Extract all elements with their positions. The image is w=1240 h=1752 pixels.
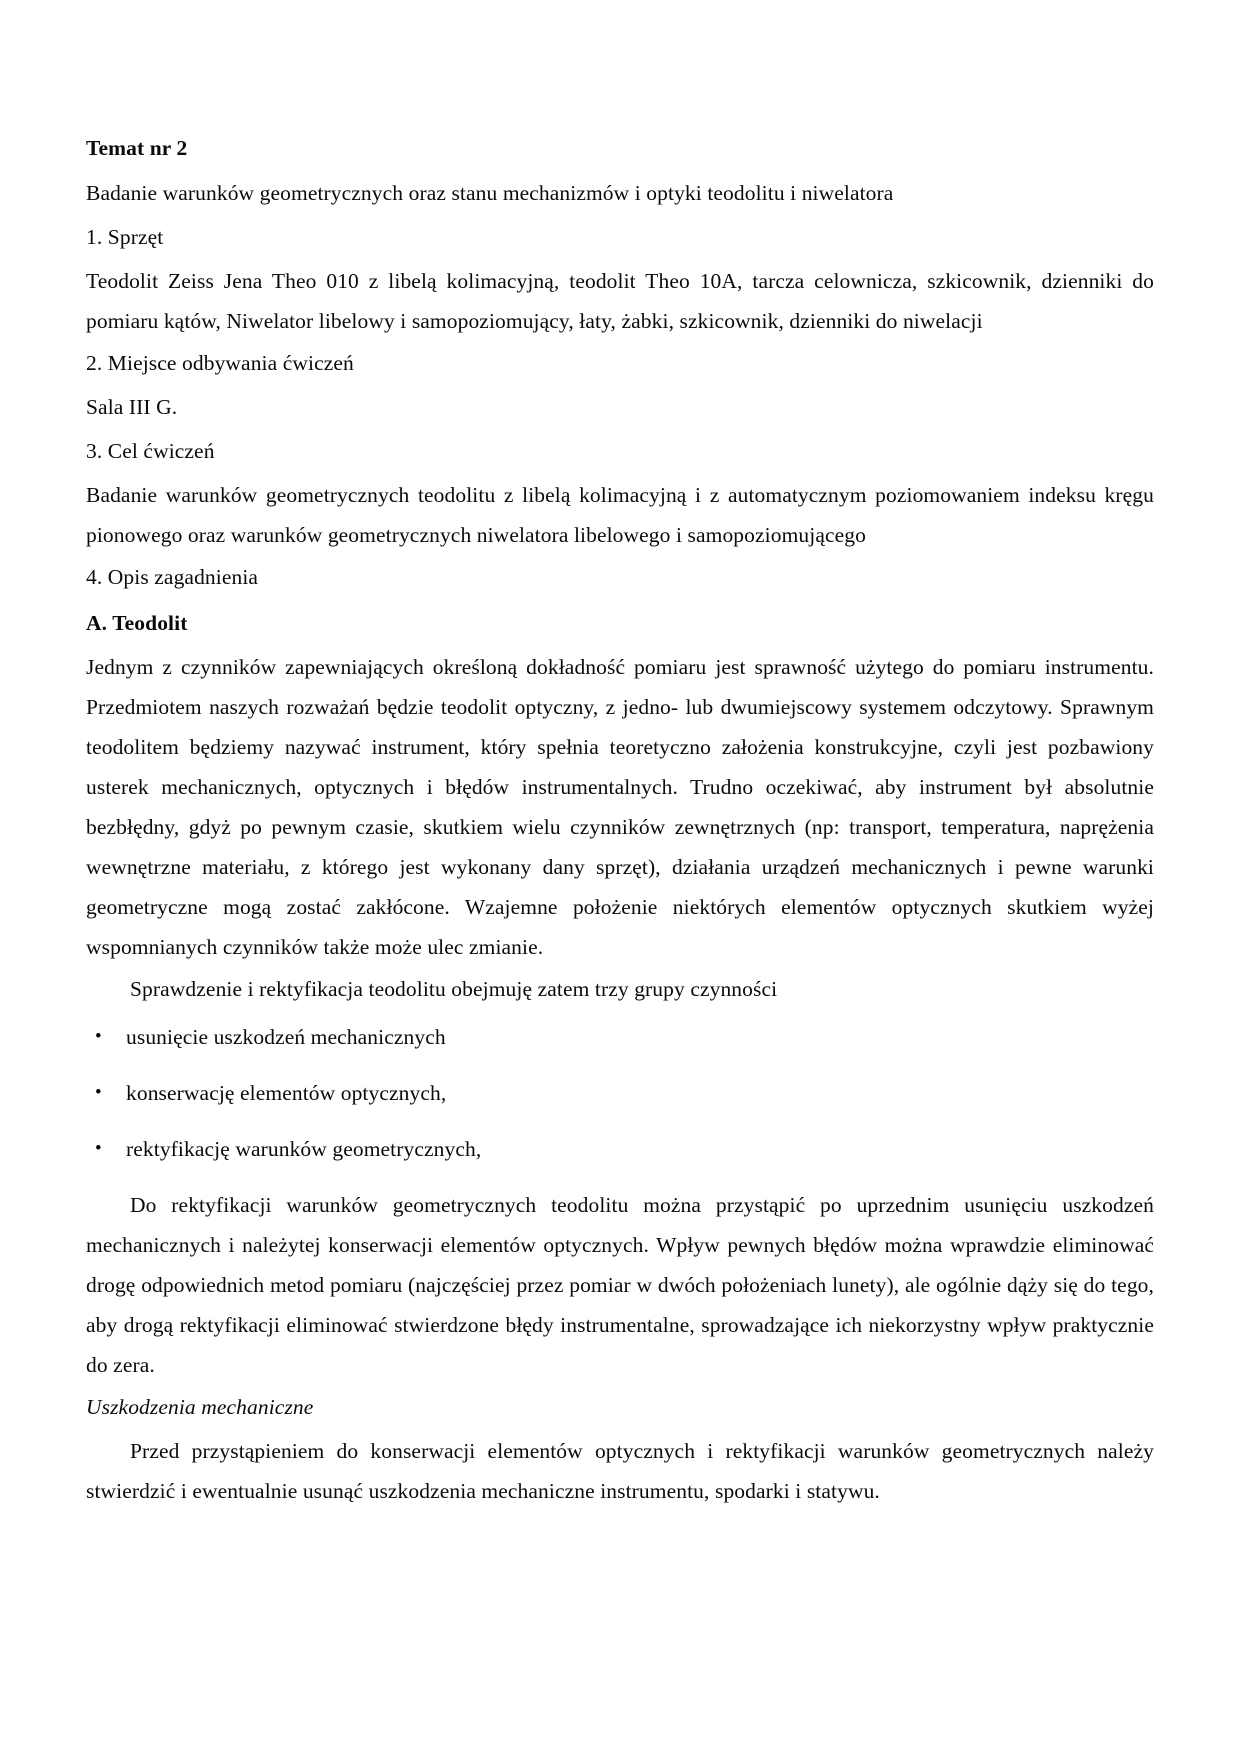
section-4a-paragraph-2: Sprawdzenie i rektyfikacja teodolitu obejmuję zatem trzy grupy czynności	[130, 977, 778, 1001]
list-item	[86, 1073, 1154, 1113]
section-3-body: Badanie warunków geometrycznych teodolitu z libelą kolimacyjną i z automatycznym poziomowaniem indeksu kręgu pionowego oraz warunków geometrycznych niwelatora libelowego i samopoziomującego	[86, 483, 1154, 547]
section-2-heading: 2. Miejsce odbywania ćwiczeń	[86, 351, 354, 375]
list-item	[86, 1129, 1154, 1169]
section-4a-paragraph-1: Jednym z czynników zapewniających określoną dokładność pomiaru jest sprawność użytego do pomiaru instrumentu. Przedmiotem naszych rozważań będzie teodolit optyczny, z jedno- lub dwumiejscowy systemem odczytowy. Sprawnym teodolitem będziemy nazywać instrument, który spełnia teoretyczno założenia konstrukcyjne, czyli jest pozbawiony usterek mechanicznych, optycznych i błędów instrumentalnych. Trudno oczekiwać, aby instrument był absolutnie bezbłędny, gdyż po pewnym czasie, skutkiem wielu czynników zewnętrznych (np: transport, temperatura, naprężenia wewnętrzne materiału, z którego jest wykonany dany sprzęt), działania urządzeń mechanicznych i pewne warunki geometryczne mogą zostać zakłócone. Wzajemne położenie niektórych elementów optycznych skutkiem wyżej wspomnianych czynników także może ulec zmianie.	[86, 655, 1154, 959]
document-subtitle: Badanie warunków geometrycznych oraz stanu mechanizmów i optyki teodolitu i niwelatora	[86, 181, 894, 205]
list-item-label: usunięcie uszkodzeń mechanicznych	[126, 1025, 446, 1049]
bullet-icon: •	[95, 1026, 102, 1047]
section-4a-subheading: Uszkodzenia mechaniczne	[86, 1395, 314, 1419]
bullet-icon: •	[95, 1082, 102, 1103]
document-body	[86, 128, 1154, 1511]
section-4-heading: 4. Opis zagadnienia	[86, 565, 259, 589]
list-item-label: konserwację elementów optycznych,	[126, 1081, 447, 1105]
section-4a-heading: A. Teodolit	[86, 611, 188, 635]
section-3-heading: 3. Cel ćwiczeń	[86, 439, 215, 463]
bullet-icon: •	[95, 1138, 102, 1159]
section-4a-paragraph-3: Do rektyfikacji warunków geometrycznych teodolitu można przystąpić po uprzednim usunięciu uszkodzeń mechanicznych i należytej konserwacji elementów optycznych. Wpływ pewnych błędów można wprawdzie eliminować drogę odpowiednich metod pomiaru (najczęściej przez pomiar w dwóch położeniach lunety), ale ogólnie dąży się do tego, aby drogą rektyfikacji eliminować stwierdzone błędy instrumentalne, sprowadzające ich niekorzystny wpływ praktycznie do zera.	[86, 1193, 1154, 1377]
list-item	[86, 1017, 1154, 1057]
section-2-body: Sala III G.	[86, 395, 178, 419]
section-1-heading: 1. Sprzęt	[86, 225, 164, 249]
section-4a-paragraph-4: Przed przystąpieniem do konserwacji elementów optycznych i rektyfikacji warunków geometrycznych należy stwierdzić i ewentualnie usunąć uszkodzenia mechaniczne instrumentu, spodarki i statywu.	[86, 1439, 1154, 1503]
section-1-body: Teodolit Zeiss Jena Theo 010 z libelą kolimacyjną, teodolit Theo 10A, tarcza celownicza, szkicownik, dzienniki do pomiaru kątów, Niwelator libelowy i samopoziomujący, łaty, żabki, szkicownik, dzienniki do niwelacji	[86, 269, 1154, 333]
list-item-label: rektyfikację warunków geometrycznych,	[126, 1137, 482, 1161]
page-title: Temat nr 2	[86, 136, 188, 160]
activity-group-list	[86, 1017, 1154, 1169]
